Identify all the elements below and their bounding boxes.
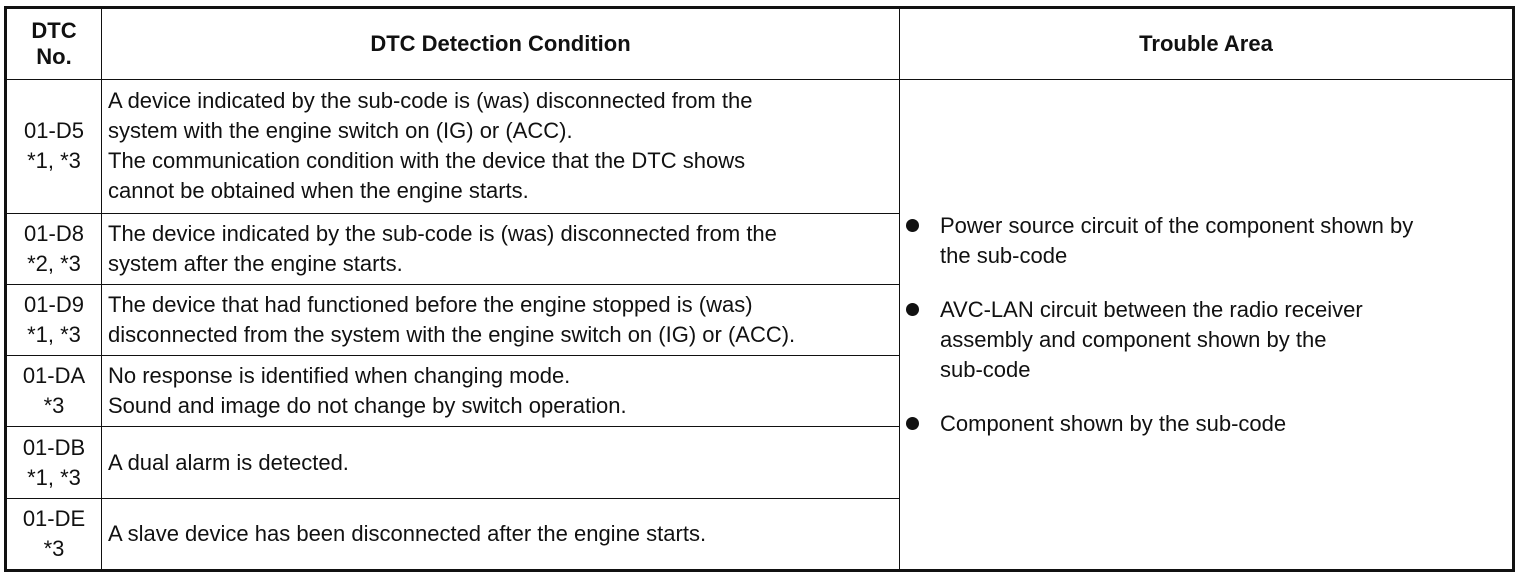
- condition-line: cannot be obtained when the engine starts.: [108, 178, 529, 204]
- condition-line: A slave device has been disconnected after the engine starts.: [108, 520, 707, 546]
- dtc-code-cell: [6, 427, 102, 498]
- table-row: [6, 80, 1514, 214]
- condition-cell: [102, 356, 900, 427]
- header-condition: DTC Detection Condition: [102, 8, 900, 80]
- condition-cell: [102, 284, 900, 355]
- condition-line: The communication condition with the device that the DTC shows: [108, 148, 746, 174]
- header-row: [6, 8, 1514, 80]
- dtc-code: 01-DE: [22, 505, 86, 531]
- dtc-code-cell: [6, 498, 102, 570]
- trouble-area-item: [906, 295, 1506, 385]
- dtc-code: 01-DB: [22, 434, 86, 460]
- header-dtc-no-line2: No.: [36, 44, 72, 69]
- dtc-note: *1, *3: [27, 321, 81, 347]
- condition-line: The device that had functioned before the engine stopped is (was): [108, 291, 753, 317]
- condition-cell: [102, 427, 900, 498]
- trouble-area-cell: [900, 80, 1514, 571]
- dtc-table-page: [4, 6, 1512, 572]
- trouble-area-line: the sub-code: [940, 242, 1068, 268]
- dtc-code: 01-D5: [24, 118, 84, 144]
- condition-line: system after the engine starts.: [108, 250, 403, 276]
- bullet-icon: [906, 417, 919, 430]
- dtc-note: *1, *3: [27, 464, 81, 490]
- dtc-code-cell: [6, 80, 102, 214]
- trouble-area-line: Power source circuit of the component shown by: [940, 212, 1414, 238]
- dtc-code: 01-DA: [22, 363, 86, 389]
- condition-cell: [102, 80, 900, 214]
- condition-cell: [102, 213, 900, 284]
- condition-cell: [102, 498, 900, 570]
- dtc-code-cell: [6, 213, 102, 284]
- trouble-area-item: [906, 211, 1506, 271]
- trouble-area-list: [906, 211, 1506, 439]
- dtc-note: *3: [43, 535, 65, 561]
- trouble-area-line: AVC-LAN circuit between the radio receiver: [940, 296, 1363, 322]
- condition-line: A dual alarm is detected.: [108, 449, 349, 475]
- trouble-area-line: assembly and component shown by the: [940, 326, 1327, 352]
- condition-line: disconnected from the system with the engine switch on (IG) or (ACC).: [108, 321, 796, 347]
- condition-line: No response is identified when changing mode.: [108, 363, 571, 389]
- condition-line: Sound and image do not change by switch operation.: [108, 393, 627, 419]
- header-trouble-area: Trouble Area: [900, 8, 1514, 80]
- condition-line: system with the engine switch on (IG) or (ACC).: [108, 118, 573, 144]
- dtc-table: [4, 6, 1515, 572]
- dtc-code: 01-D8: [24, 220, 84, 246]
- condition-line: A device indicated by the sub-code is (was) disconnected from the: [108, 88, 753, 114]
- trouble-area-item: [906, 409, 1506, 439]
- bullet-icon: [906, 303, 919, 316]
- header-dtc-no: [6, 8, 102, 80]
- dtc-code-cell: [6, 356, 102, 427]
- dtc-note: *2, *3: [27, 250, 81, 276]
- header-dtc-no-line1: DTC: [31, 18, 77, 43]
- condition-line: The device indicated by the sub-code is (was) disconnected from the: [108, 220, 777, 246]
- trouble-area-line: Component shown by the sub-code: [940, 410, 1287, 436]
- trouble-area-line: sub-code: [940, 356, 1031, 382]
- dtc-note: *1, *3: [27, 148, 81, 174]
- dtc-code: 01-D9: [24, 291, 84, 317]
- dtc-code-cell: [6, 284, 102, 355]
- bullet-icon: [906, 219, 919, 232]
- dtc-note: *3: [43, 393, 65, 419]
